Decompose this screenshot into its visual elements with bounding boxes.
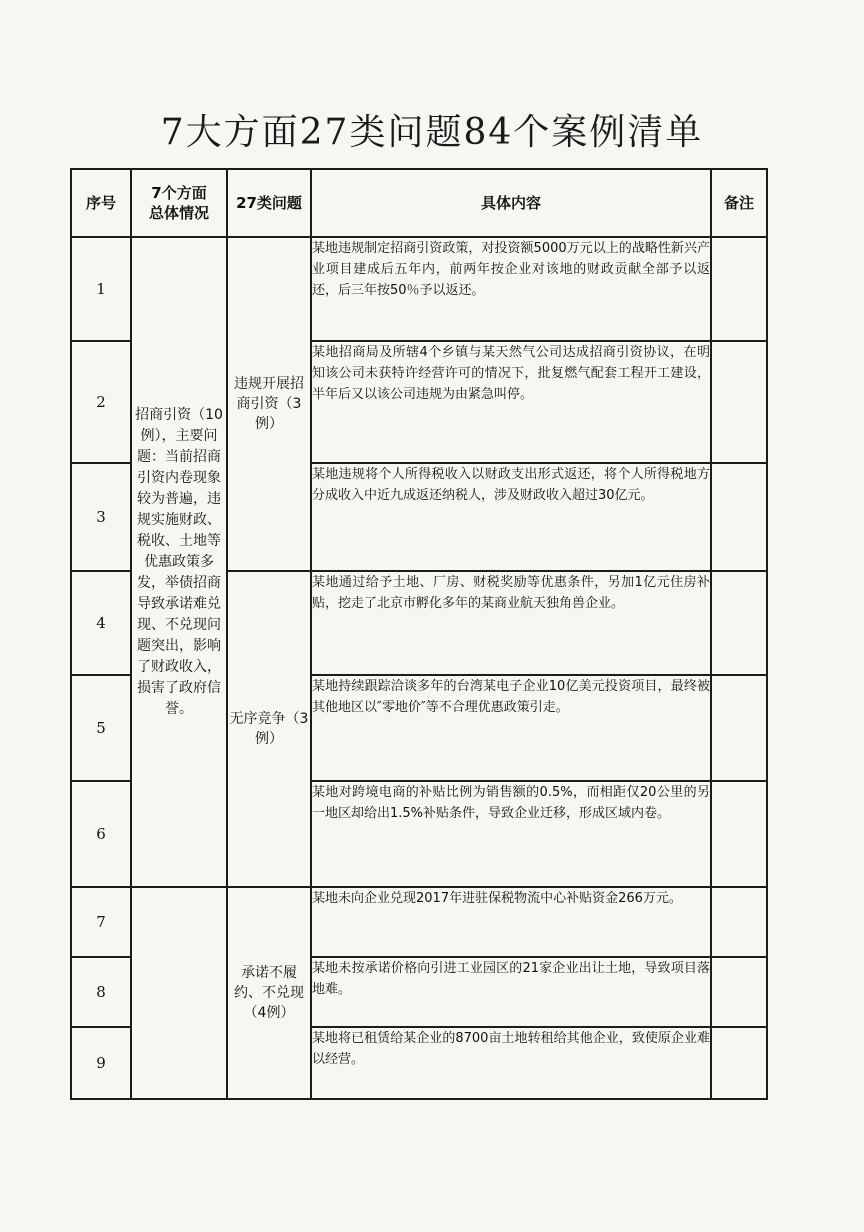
case-content: 某地持续跟踪洽谈多年的台湾某电子企业10亿美元投资项目，最终被其他地区以″零地价″等不合理优惠政策引走。 <box>311 675 711 781</box>
case-list-table <box>70 168 768 1100</box>
note-cell <box>711 1027 767 1099</box>
header-no: 序号 <box>71 169 131 237</box>
table-header-row <box>71 169 767 237</box>
header-aspect <box>131 169 227 237</box>
case-content: 某地招商局及所辖4个乡镇与某天然气公司达成招商引资协议，在明知该公司未获特许经营许可的情况下，批复燃气配套工程开工建设，半年后又以该公司违规为由紧急叫停。 <box>311 341 711 463</box>
row-number: 1 <box>71 237 131 341</box>
header-aspect-line2: 总体情况 <box>148 204 209 222</box>
case-content: 某地未按承诺价格向引进工业园区的21家企业出让土地，导致项目落地难。 <box>311 957 711 1027</box>
note-cell <box>711 237 767 341</box>
header-category: 27类问题 <box>227 169 311 237</box>
note-cell <box>711 463 767 571</box>
aspect-empty-cell <box>131 887 227 1099</box>
row-number: 6 <box>71 781 131 887</box>
case-content: 某地将已租赁给某企业的8700亩土地转租给其他企业，致使原企业难以经营。 <box>311 1027 711 1099</box>
category-cell: 承诺不履约、不兑现（4例） <box>227 887 311 1099</box>
row-number: 5 <box>71 675 131 781</box>
header-note: 备注 <box>711 169 767 237</box>
case-content: 某地违规制定招商引资政策，对投资额5000万元以上的战略性新兴产业项目建成后五年内，前两年按企业对该地的财政贡献全部予以返还，后三年按50％予以返还。 <box>311 237 711 341</box>
row-number: 4 <box>71 571 131 675</box>
row-number: 8 <box>71 957 131 1027</box>
note-cell <box>711 571 767 675</box>
row-number: 9 <box>71 1027 131 1099</box>
case-content: 某地通过给予土地、厂房、财税奖励等优惠条件，另加1亿元住房补贴，挖走了北京市孵化多年的某商业航天独角兽企业。 <box>311 571 711 675</box>
header-content: 具体内容 <box>311 169 711 237</box>
note-cell <box>711 887 767 957</box>
case-content: 某地违规将个人所得税收入以财政支出形式返还，将个人所得税地方分成收入中近九成返还纳税人，涉及财政收入超过30亿元。 <box>311 463 711 571</box>
header-aspect-line1: 7个方面 <box>151 184 207 202</box>
note-cell <box>711 957 767 1027</box>
row-number: 2 <box>71 341 131 463</box>
note-cell <box>711 341 767 463</box>
case-content: 某地对跨境电商的补贴比例为销售额的0.5%，而相距仅20公里的另一地区却给出1.5%补贴条件，导致企业迁移，形成区域内卷。 <box>311 781 711 887</box>
table-row <box>71 237 767 341</box>
category-cell: 无序竞争（3例） <box>227 571 311 887</box>
category-cell: 违规开展招商引资（3例） <box>227 237 311 571</box>
note-cell <box>711 781 767 887</box>
row-number: 3 <box>71 463 131 571</box>
case-content: 某地未向企业兑现2017年进驻保税物流中心补贴资金266万元。 <box>311 887 711 957</box>
note-cell <box>711 675 767 781</box>
aspect-summary: 招商引资（10例），主要问题：当前招商引资内卷现象较为普遍，违规实施财政、税收、土地等优惠政策多发，举债招商导致承诺难兑现、不兑现问题突出，影响了财政收入，损害了政府信誉。 <box>131 237 227 887</box>
table-row <box>71 887 767 957</box>
page-title: 7大方面27类问题84个案例清单 <box>160 112 704 153</box>
row-number: 7 <box>71 887 131 957</box>
